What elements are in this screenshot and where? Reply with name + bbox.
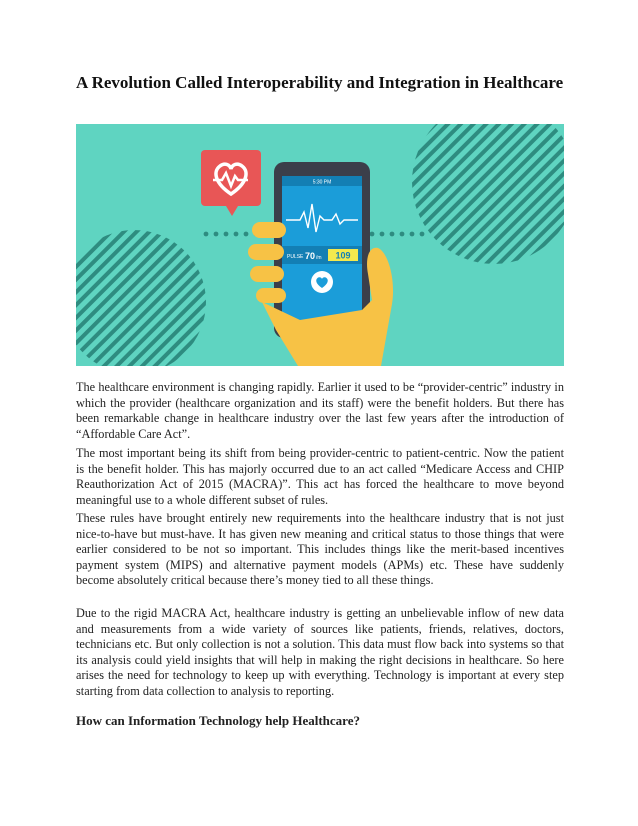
healthcare-phone-illustration — [76, 124, 564, 366]
pulse-unit: /m — [316, 255, 322, 261]
phone-clock: 5:30 PM — [312, 179, 332, 186]
pulse-value: 70 — [305, 251, 316, 261]
article-title: A Revolution Called Interoperability and Integration in Healthcare — [76, 73, 564, 92]
paragraph-4: Due to the rigid MACRA Act, healthcare industry is getting an unbelievable inflow of new data and measurements from a wide variety of sources like patients, friends, relatives, doctors, technicians etc. But only collection is not a solution. This data must flow back into systems so that its analysis could yield insights that will help in making the right decisions in healthcare. So here arises the need for technology to keep up with everything. Technology is important at every step starting from data collection to analysis to reporting. — [76, 606, 564, 698]
pulse-label: PULSE — [287, 254, 304, 260]
hero-illustration — [76, 124, 564, 366]
reading-value: 109 — [335, 250, 351, 261]
paragraph-1: The healthcare environment is changing rapidly. Earlier it used to be “provider-centric” industry in which the provider (healthcare organization and its staff) were the benefit holders. But there has been remarkable change in healthcare industry over the last few years after the introduction of “Affordable Care Act”. — [76, 380, 564, 441]
paragraph-3: These rules have brought entirely new requirements into the healthcare industry that is not just nice-to-have but must-have. It has given new meaning and critical status to those things that were earlier considered to be not so important. This includes things like the merit-based incentives payment system (MIPS) and alternative payment models (APMs) etc. These have suddenly become absolutely critical because there’s money tied to all these things. — [76, 511, 564, 588]
section-subheading: How can Information Technology help Healthcare? — [76, 713, 360, 728]
paragraph-2: The most important being its shift from being provider-centric to patient-centric. Now the patient is the benefit holder. This has majorly occurred due to an act called “Medicare Access and CHIP Reauthorization Act of 2015 (MACRA)”. This act has forced the healthcare to move beyond meaningful use to a whole different subset of rules. — [76, 446, 564, 507]
